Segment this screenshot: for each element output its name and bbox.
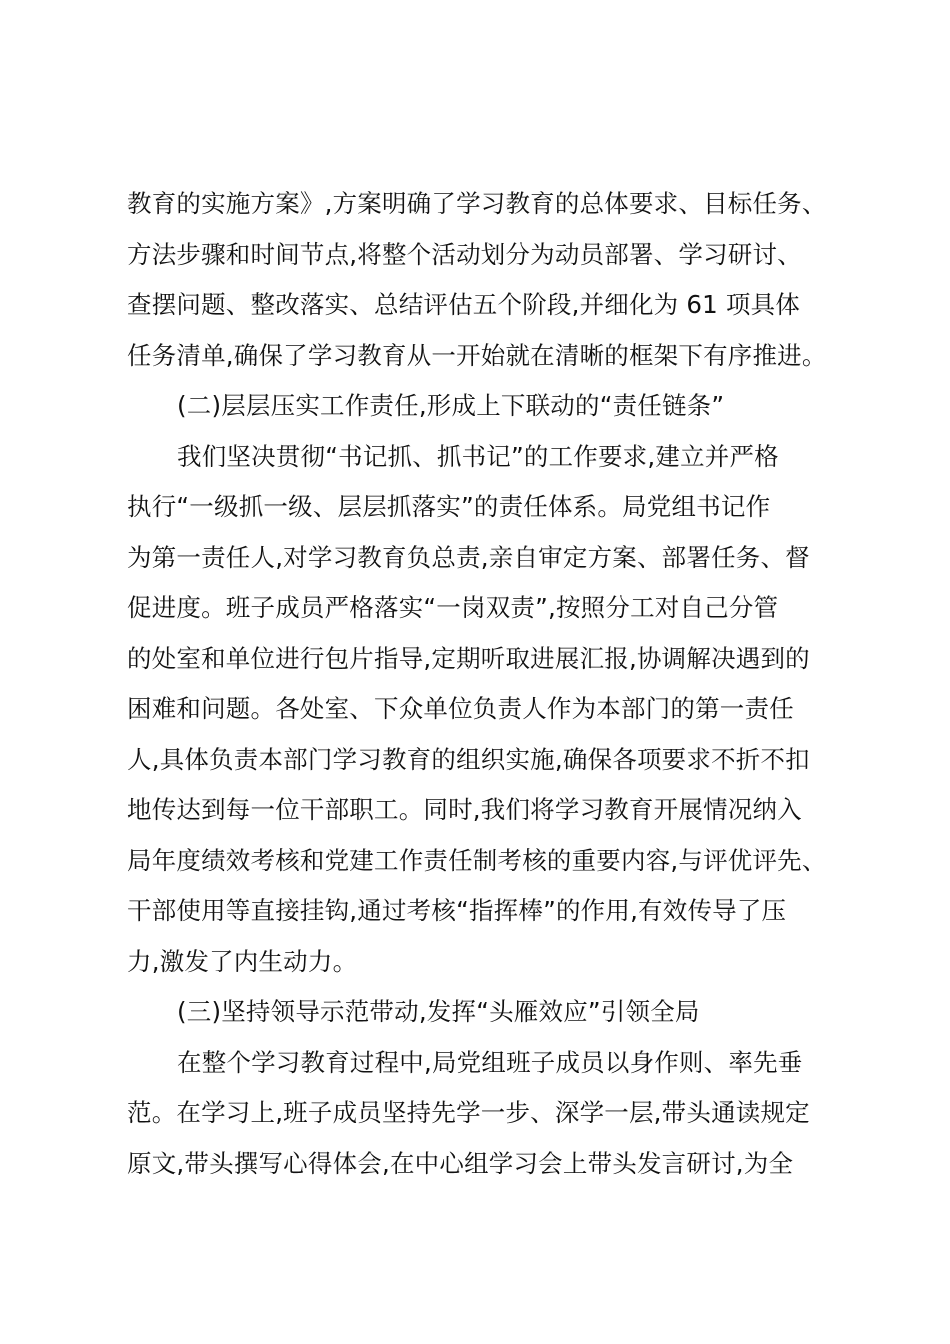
paragraph-line: 力,激发了内生动力。 [127,946,358,976]
paragraph-line: 在整个学习教育过程中,局党组班子成员以身作则、率先垂 [177,1047,803,1077]
paragraph-line: 的处室和单位进行包片指导,定期听取进展汇报,协调解决遇到的 [127,643,810,673]
paragraph-line: 教育的实施方案》,方案明确了学习教育的总体要求、目标任务、 [127,189,827,218]
paragraph-line: 促进度。班子成员严格落实“一岗双责”,按照分工对自己分管 [127,593,779,622]
paragraph-line: 执行“一级抓一级、层层抓落实”的责任体系。局党组书记作 [127,492,771,521]
paragraph-line: 为第一责任人,对学习教育负总责,亲自审定方案、部署任务、督 [127,542,810,572]
paragraph-line: 方法步骤和时间节点,将整个活动划分为动员部署、学习研讨、 [127,239,802,269]
section-heading: (三)坚持领导示范带动,发挥“头雁效应”引领全局 [177,997,700,1026]
paragraph-line: 干部使用等直接挂钩,通过考核“指挥棒”的作用,有效传导了压 [127,896,787,925]
paragraph-line: 范。在学习上,班子成员坚持先学一步、深学一层,带头通读规定 [127,1098,810,1127]
paragraph-line: 困难和问题。各处室、下众单位负责人作为本部门的第一责任 [127,694,794,723]
paragraph-line: 地传达到每一位干部职工。同时,我们将学习教育开展情况纳入 [127,795,802,824]
paragraph-line: 查摆问题、整改落实、总结评估五个阶段,并细化为 61 项具体 [127,290,801,319]
paragraph-line: 我们坚决贯彻“书记抓、抓书记”的工作要求,建立并严格 [177,441,779,471]
paragraph-line: 原文,带头撰写心得体会,在中心组学习会上带头发言研讨,为全 [127,1148,794,1178]
body-text [127,179,847,1189]
paragraph-line: 人,具体负责本部门学习教育的组织实施,确保各项要求不折不扣 [127,744,810,774]
paragraph-line: 任务清单,确保了学习教育从一开始就在清晰的框架下有序推进。 [127,340,827,370]
section-heading: (二)层层压实工作责任,形成上下联动的“责任链条” [177,391,725,420]
paragraph-line: 局年度绩效考核和党建工作责任制考核的重要内容,与评优评先、 [127,845,827,875]
